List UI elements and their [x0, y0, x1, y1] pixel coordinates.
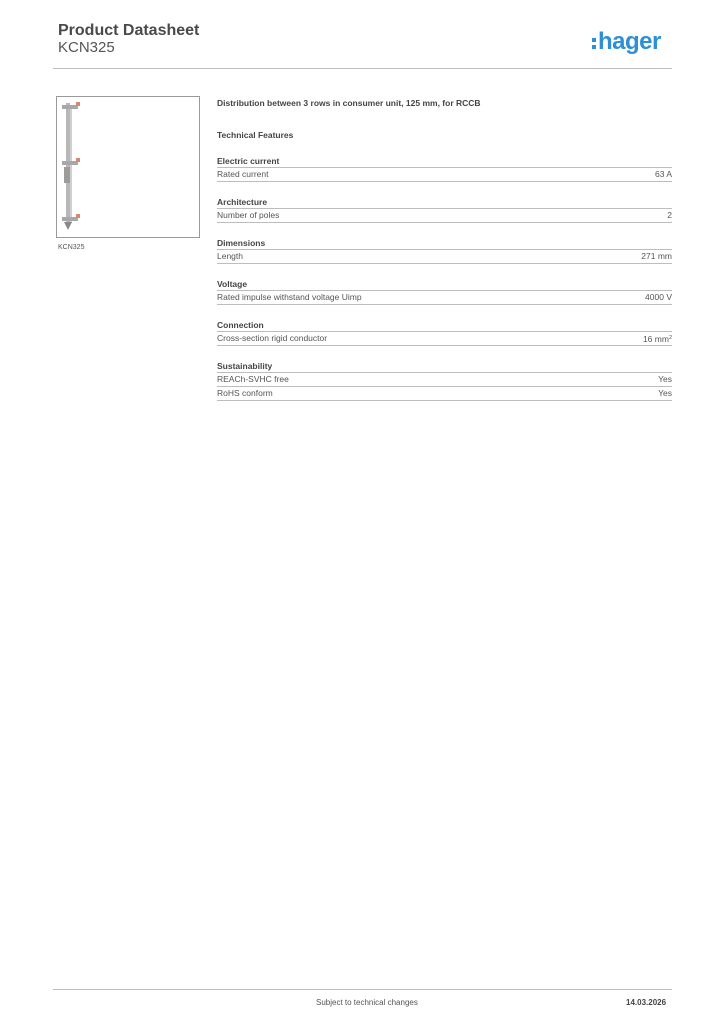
- page-title: Product Datasheet: [58, 22, 200, 39]
- feature-row: [217, 167, 672, 182]
- bottom-connector: [62, 217, 78, 221]
- product-code: KCN325: [58, 39, 115, 56]
- feature-row: [217, 372, 672, 387]
- logo-text: hager: [598, 28, 661, 55]
- feature-group-title: Electric current: [217, 156, 280, 166]
- feature-label: Rated current: [217, 169, 269, 179]
- feature-label: RoHS conform: [217, 388, 273, 398]
- feature-label: Length: [217, 251, 243, 261]
- feature-label: Number of poles: [217, 210, 280, 220]
- feature-group-title: Dimensions: [217, 238, 266, 248]
- product-details: [217, 97, 672, 401]
- product-image: [56, 96, 200, 238]
- technical-features-heading: Technical Features: [217, 130, 294, 140]
- feature-label: REACh-SVHC free: [217, 374, 289, 384]
- product-image-caption: KCN325: [58, 244, 85, 251]
- feature-group-title: Sustainability: [217, 361, 273, 371]
- feature-row: [217, 208, 672, 223]
- feature-row: [217, 331, 672, 346]
- feature-value: Yes: [658, 374, 672, 384]
- hager-logo: [592, 27, 661, 57]
- feature-group-connection: [217, 319, 672, 346]
- feature-group-dimensions: [217, 237, 672, 264]
- feature-value: 271 mm: [641, 251, 672, 261]
- feature-group-voltage: [217, 278, 672, 305]
- feature-group-architecture: [217, 196, 672, 223]
- unit-superscript: 2: [668, 335, 672, 341]
- middle-connector: [62, 161, 78, 165]
- feature-group-title: Architecture: [217, 197, 268, 207]
- feature-value: 16 mm: [642, 334, 669, 344]
- busbar-illustration: [57, 97, 199, 237]
- feature-value: Yes: [658, 388, 672, 398]
- footer-note: Subject to technical changes: [316, 998, 418, 1007]
- feature-group-sustainability: [217, 360, 672, 401]
- feature-value: 2: [667, 210, 672, 220]
- feature-group-title: Connection: [217, 320, 264, 330]
- header-divider: [53, 68, 672, 69]
- product-description: Distribution between 3 rows in consumer unit, 125 mm, for RCCB: [217, 98, 481, 108]
- logo-dots-icon: [592, 38, 596, 49]
- feature-group-electric-current: [217, 155, 672, 182]
- feature-value-wrap: [643, 332, 672, 345]
- feature-group-title: Voltage: [217, 279, 248, 289]
- feature-row: [217, 387, 672, 401]
- feature-label: Cross-section rigid conductor: [217, 333, 328, 343]
- feature-value: 4000 V: [645, 292, 672, 302]
- feature-label: Rated impulse withstand voltage Uimp: [217, 292, 362, 302]
- feature-row: [217, 290, 672, 305]
- footer-divider: [53, 989, 672, 990]
- feature-row: [217, 249, 672, 264]
- top-connector: [62, 105, 78, 109]
- footer-date: 14.03.2026: [626, 998, 667, 1007]
- feature-value: 63 A: [654, 169, 672, 179]
